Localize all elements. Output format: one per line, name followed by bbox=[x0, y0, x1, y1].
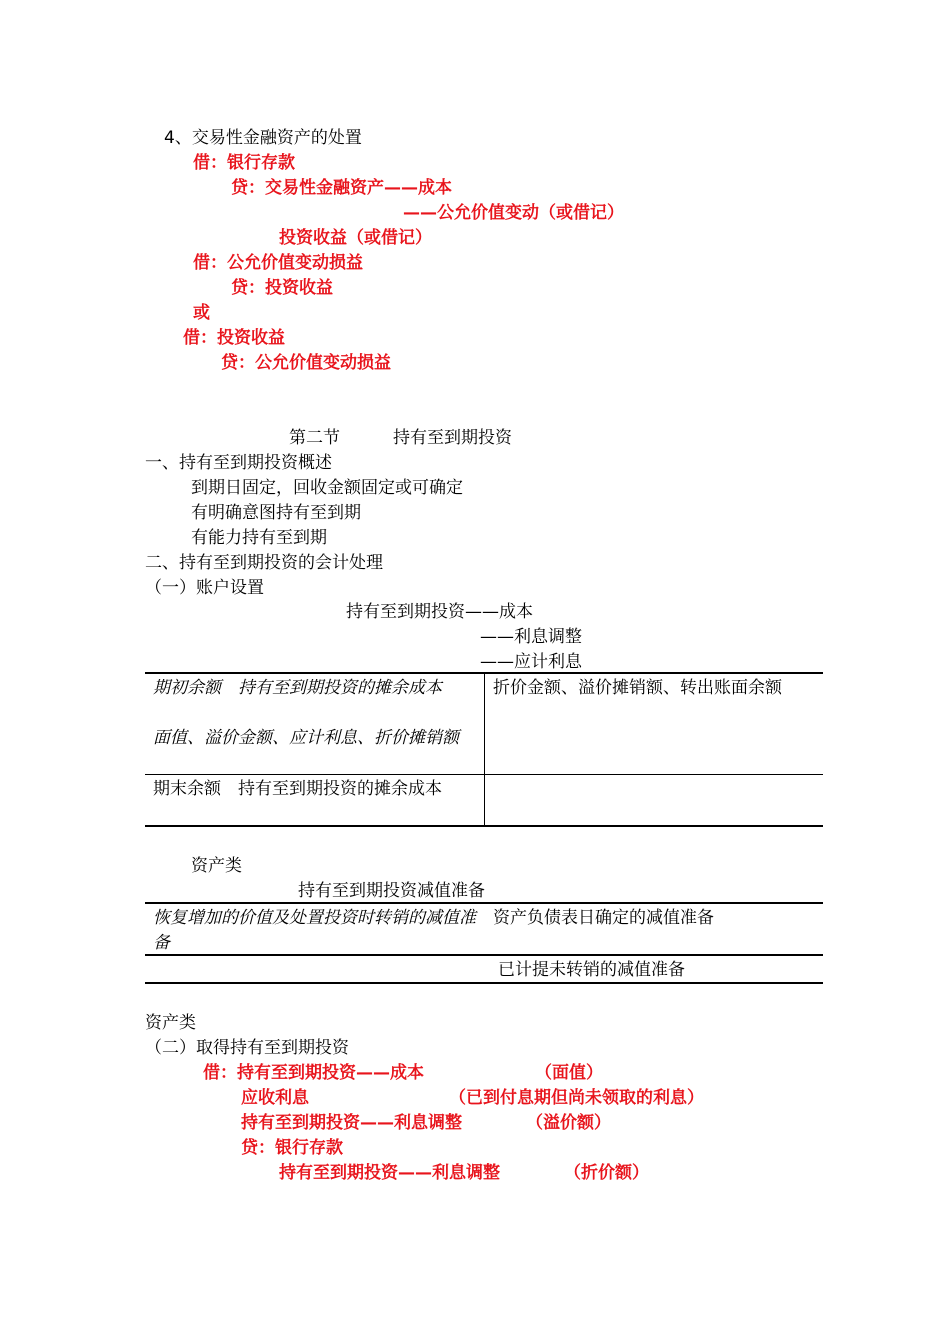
table-rule bbox=[145, 902, 823, 904]
credit-decreases: 折价金额、溢价摊销额、转出账面余额 bbox=[493, 678, 782, 698]
acquire-entry-note: （面值） bbox=[535, 1063, 603, 1083]
debit-increases: 面值、溢价金额、应计利息、折价摊销额 bbox=[153, 728, 459, 748]
acquire-entry-credit-bank: 贷：银行存款 bbox=[241, 1138, 343, 1158]
disposal-entry-or: 或 bbox=[193, 303, 210, 323]
disposal-entry-investment-income: 投资收益（或借记） bbox=[279, 228, 432, 248]
disposal-entry-fv-change: ——公允价值变动（或借记） bbox=[403, 203, 624, 223]
section-title-name: 持有至到期投资 bbox=[393, 428, 512, 448]
acquire-entry-discount: 持有至到期投资——利息调整 bbox=[279, 1163, 500, 1183]
acquire-heading: （二）取得持有至到期投资 bbox=[145, 1038, 349, 1058]
acquire-entry-debit-cost: 借：持有至到期投资——成本 bbox=[203, 1063, 424, 1083]
disposal-entry-debit-fv-pl: 借：公允价值变动损益 bbox=[193, 253, 363, 273]
table-divider bbox=[484, 673, 485, 825]
impairment-account-title: 持有至到期投资减值准备 bbox=[298, 881, 485, 901]
overview-item: 有明确意图持有至到期 bbox=[191, 503, 361, 523]
account-accrued-interest: ——应计利息 bbox=[480, 652, 582, 672]
asset-category-label: 资产类 bbox=[145, 1013, 196, 1033]
disposal-heading: 4、交易性金融资产的处置 bbox=[164, 128, 362, 148]
acquire-entry-interest-receivable: 应收利息 bbox=[241, 1088, 309, 1108]
disposal-entry-debit-bank: 借：银行存款 bbox=[193, 153, 295, 173]
accounts-heading: （一）账户设置 bbox=[145, 578, 264, 598]
overview-heading: 一、持有至到期投资概述 bbox=[145, 453, 332, 473]
acquire-entry-note: （已到付息期但尚未领取的利息） bbox=[449, 1088, 704, 1108]
overview-item: 有能力持有至到期 bbox=[191, 528, 327, 548]
disposal-entry-credit-cost: 贷：交易性金融资产——成本 bbox=[231, 178, 452, 198]
disposal-entry-credit-income: 贷：投资收益 bbox=[231, 278, 333, 298]
acquire-entry-note: （折价额） bbox=[564, 1163, 649, 1183]
impairment-debit: 恢复增加的价值及处置投资时转销的减值准备 bbox=[153, 908, 476, 953]
acquire-entry-note: （溢价额） bbox=[526, 1113, 611, 1133]
disposal-entry-debit-income: 借：投资收益 bbox=[183, 328, 285, 348]
accounting-heading: 二、持有至到期投资的会计处理 bbox=[145, 553, 383, 573]
asset-category-label: 资产类 bbox=[191, 856, 242, 876]
impairment-credit: 资产负债表日确定的减值准备 bbox=[493, 908, 714, 928]
overview-item: 到期日固定，回收金额固定或可确定 bbox=[191, 478, 463, 498]
table-rule bbox=[145, 825, 823, 827]
impairment-balance: 已计提未转销的减值准备 bbox=[498, 960, 685, 980]
acquire-entry-premium: 持有至到期投资——利息调整 bbox=[241, 1113, 462, 1133]
disposal-entry-credit-fv-pl: 贷：公允价值变动损益 bbox=[221, 353, 391, 373]
account-cost: 持有至到期投资——成本 bbox=[346, 602, 533, 622]
debit-opening-balance: 期初余额 持有至到期投资的摊余成本 bbox=[153, 678, 442, 698]
section-title: 第二节 bbox=[289, 428, 340, 448]
account-interest-adjustment: ——利息调整 bbox=[480, 627, 582, 647]
debit-closing-balance: 期末余额 持有至到期投资的摊余成本 bbox=[153, 779, 442, 799]
